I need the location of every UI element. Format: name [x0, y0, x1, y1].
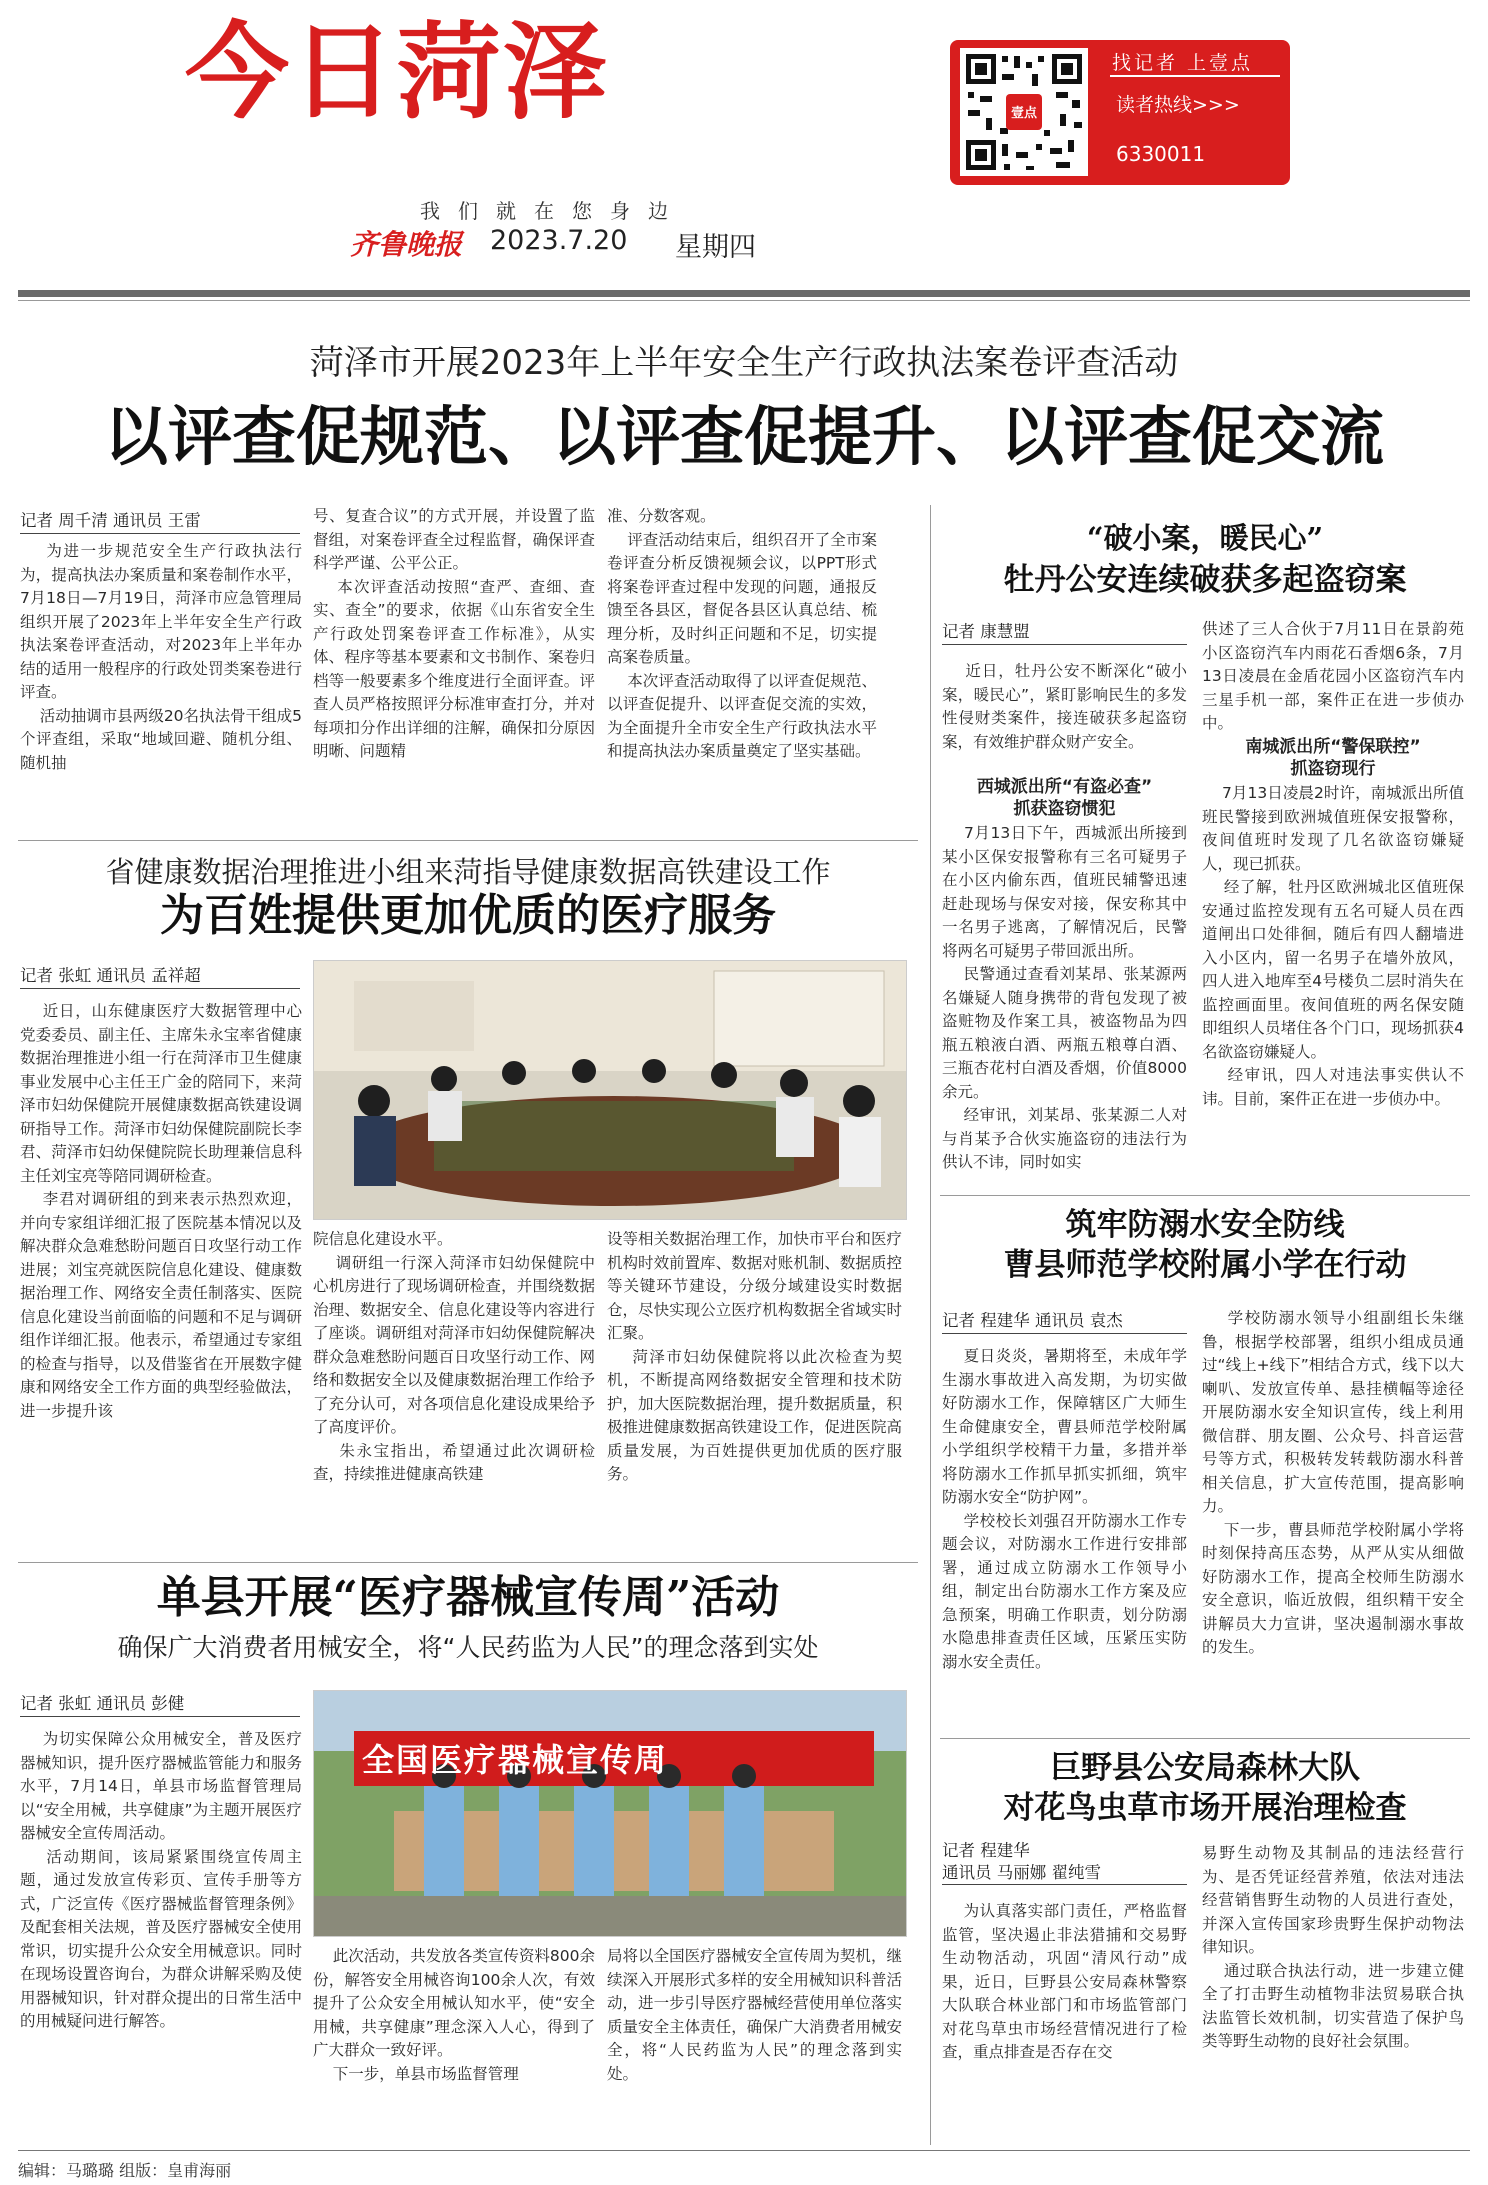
device-deck: 确保广大消费者用械安全，将“人民药监为人民”的理念落到实处 [117, 1633, 819, 1662]
issue-weekday: 星期四 [675, 232, 756, 263]
footer-rule [18, 2150, 1470, 2151]
forest-byline-reporter: 记者 程建华 [942, 1841, 1030, 1860]
reader-hotline[interactable]: 6330011 [1116, 142, 1206, 166]
police-subhead-2: 南城派出所“警保联控” 抓盗窃现行 [1245, 737, 1421, 779]
photo-banner-text: 全国医疗器械宣传周 [362, 1741, 669, 1779]
lead-kicker: 菏泽市开展2023年上半年安全生产行政执法案卷评查活动 [309, 343, 1179, 383]
school-column-1: 夏日炎炎，暑期将至，未成年学生溺水事故进入高发期，为切实做好防溺水工作，保障辖区广大师生生命健康安全，曹县师范学校附属小学组织学校精干力量，多措并举将防溺水工作抓早抓实抓细，筑牢防溺水安全“防护网”。 学校校长刘强召开防溺水工作专题会议，对防溺水工作进行安排部署，通过成立防溺水工作领导小组，制定出台防溺水工作方案及应急预案，明确工作职责，划分防溺水隐患排查责任区域，压紧压实防溺水安全责任。 [942, 1347, 1187, 1671]
school-headline-2: 曹县师范学校附属小学在行动 [1003, 1247, 1407, 1283]
editor-credit: 编辑：马璐璐 组版：皇甫海丽 [18, 2161, 232, 2180]
promo-line-2: 读者热线>>> [1116, 94, 1240, 116]
section-divider-4 [940, 1738, 1470, 1739]
qr-badge-label: 壹点 [1010, 106, 1037, 121]
column-divider [930, 505, 931, 2145]
qr-code-icon[interactable] [960, 48, 1088, 176]
lead-byline: 记者 周千清 通讯员 王雷 [20, 507, 300, 534]
health-kicker: 省健康数据治理推进小组来菏指导健康数据高铁建设工作 [105, 855, 831, 889]
masthead-rule [18, 290, 1470, 297]
police-byline: 记者 康慧盟 [942, 618, 1187, 645]
police-kicker: “破小案，暖民心” [1086, 521, 1324, 555]
police-headline: 牡丹公安连续破获多起盗窃案 [1003, 562, 1407, 598]
lead-headline: 以评查促规范、以评查促提升、以评查促交流 [104, 400, 1384, 475]
health-column-1: 近日，山东健康医疗大数据管理中心党委委员、副主任、主席朱永宝率省健康数据治理推进小组一行在菏泽市卫生健康事业发展中心主任王广金的陪同下，来菏泽市妇幼保健院开展健康数据高铁建设调研指导工作。菏泽市妇幼保健院副院长李君、菏泽市妇幼保健院院长助理兼信息科主任刘宝亮等陪同调研检查。 李君对调研组的到来表示热烈欢迎，并向专家组详细汇报了医院基本情况以及解决群众急难愁盼问题百日攻坚行动工作进展；刘宝亮就医院信息化建设、健康数据治理工作、网络安全责任制落实、医院信息化建设当前面临的问题和不足与调研组作详细汇报。他表示，希望通过专家组的检查与指导，以及借鉴省在开展数字健康和网络安全工作方面的典型经验做法，进一步提升该 [20, 1002, 302, 1420]
promo-divider [1110, 75, 1280, 77]
police-column-2b: 7月13日凌晨2时许，南城派出所值班民警接到欧洲城值班保安报警称，夜间值班时发现了几名欲盗窃嫌疑人，现已抓获。 经了解，牡丹区欧洲城北区值班保安通过监控发现有五名可疑人员在西道闸出口处徘徊，随后有四人翻墙进入小区内，留一名男子在墙外放风，四人进入地库至4号楼负二层时消失在监控画面里。夜间值班的两名保安随即组织人员堵住各个门口，现场抓获4名欲盗窃嫌疑人。 经审讯，四人对违法事实供认不讳。目前，案件正在进一步侦办中。 [1202, 784, 1464, 1108]
school-headline-1: 筑牢防溺水安全防线 [1065, 1207, 1345, 1243]
school-column-2: 学校防溺水领导小组副组长朱继鲁，根据学校部署，组织小组成员通过“线上+线下”相结合方式，线下以大喇叭、发放宣传单、悬挂横幅等途径开展防溺水安全知识宣传，线上利用微信群、朋友圈、公众号、抖音运营号等方式，积极转发转载防溺水科普相关信息，扩大宣传范围，提高影响力。 下一步，曹县师范学校附属小学将时刻保持高压态势，从严从实从细做好防溺水工作，提高全校师生防溺水安全意识，临近放假，组织精干安全讲解员大力宣讲，坚决遏制溺水事故的发生。 [1202, 1309, 1464, 1656]
forest-column-1: 为认真落实部门责任，严格监督监管，坚决遏止非法猎捕和交易野生动物活动，巩固“清风行动”成果，近日，巨野县公安局森林警察大队联合林业部门和市场监管部门对花鸟草虫市场经营情况进行了检查，重点排查是否存在交 [942, 1902, 1187, 2061]
police-column-1a: 近日，牡丹公安不断深化“破小案，暖民心”，紧盯影响民生的多发性侵财类案件，接连破获多起盗窃案，有效维护群众财产安全。 [942, 662, 1187, 751]
device-week-photo [313, 1690, 907, 1937]
police-column-2a: 供述了三人合伙于7月11日在景韵苑小区盗窃汽车内雨花石香烟6条，7月13日凌晨在金盾花园小区盗窃汽车内三星手机一部，案件正在进一步侦办中。 [1202, 620, 1464, 732]
forest-byline [942, 1840, 1187, 1885]
forest-column-2: 易野生动物及其制品的违法经营行为、是否凭证经营养殖，依法对违法经营销售野生动物的人员进行查处，并深入宣传国家珍贵野生保护动物法律知识。 通过联合执法行动，进一步建立健全了打击野生动植物非法贸易联合执法监管长效机制，切实营造了保护鸟类等野生动物的良好社会氛围。 [1202, 1844, 1464, 2050]
issue-date: 2023.7.20 [490, 225, 628, 256]
forest-headline-1: 巨野县公安局森林大队 [1050, 1750, 1360, 1786]
health-column-2: 院信息化建设水平。 调研组一行深入菏泽市妇幼保健院中心机房进行了现场调研检查，并围绕数据治理、数据安全、信息化建设等内容进行了座谈。调研组对菏泽市妇幼保健院解决群众急难愁盼问题百日攻坚行动工作、网络和数据安全以及健康数据治理工作给予了充分认可，对各项信息化建设成果给予了高度评价。 朱永宝指出，希望通过此次调研检查，持续推进健康高铁建 [313, 1230, 595, 1483]
device-column-1: 为切实保障公众用械安全，普及医疗器械知识，提升医疗器械监管能力和服务水平，7月14日，单县市场监督管理局以“安全用械，共享健康”为主题开展医疗器械安全宣传周活动。 活动期间，该局紧紧围绕宣传周主题，通过发放宣传彩页、宣传手册等方式，广泛宣传《医疗器械监督管理条例》及配套相关法规，普及医疗器械安全使用常识，切实提升公众安全用械意识。同时在现场设置咨询台，为群众讲解采购及使用器械知识，针对群众提出的日常生活中的用械疑问进行解答。 [20, 1730, 302, 2030]
newspaper-brand: 齐鲁晚报 [350, 228, 463, 261]
device-byline: 记者 张虹 通讯员 彭健 [20, 1690, 300, 1717]
device-column-2: 此次活动，共发放各类宣传资料800余份，解答安全用械咨询100余人次，有效提升了公众安全用械认知水平，使“安全用械，共享健康”理念深入人心，得到了广大群众一致好评。 下一步，单县市场监督管理 [313, 1947, 595, 2083]
lead-column-3: 准、分数客观。 评查活动结束后，组织召开了全市案卷评查分析反馈视频会议，以PPT形式将案卷评查过程中发现的问题，通报反馈至各县区，督促各县区认真总结、梳理分析，及时纠正问题和不足，切实提高案卷质量。 本次评查活动取得了以评查促规范、以评查促提升、以评查促交流的实效，为全面提升全市安全生产行政执法水平和提高执法办案质量奠定了坚实基础。 [607, 507, 877, 760]
device-column-3: 局将以全国医疗器械安全宣传周为契机，继续深入开展形式多样的安全用械知识科普活动，进一步引导医疗器械经营使用单位落实质量安全主体责任，确保广大消费者用械安全，将“人民药监为人民”的理念落到实处。 [607, 1947, 902, 2083]
promo-line-1: 找记者 上壹点 [1112, 52, 1254, 74]
masthead-title: 今日菏泽 [185, 11, 610, 133]
masthead-thin-rule [18, 300, 1470, 301]
section-divider-3 [940, 1195, 1470, 1196]
police-subhead-1: 西城派出所“有盗必查” 抓获盗窃惯犯 [976, 777, 1153, 819]
lead-column-1: 为进一步规范安全生产行政执法行为，提高执法办案质量和案卷制作水平，7月18日—7月19日，菏泽市应急管理局组织开展了2023年上半年安全生产行政执法案卷评查活动，对2023年上半年办结的适用一般程序的行政处罚类案卷进行评查。 活动抽调市县两级20名执法骨干组成5个评查组，采取“地域回避、随机分组、随机抽 [20, 542, 302, 772]
device-headline: 单县开展“医疗器械宣传周”活动 [156, 1572, 780, 1623]
section-divider-1 [18, 840, 918, 841]
section-divider-2 [18, 1562, 918, 1563]
health-headline: 为百姓提供更加优质的医疗服务 [160, 890, 776, 941]
police-column-1b: 7月13日下午，西城派出所接到某小区保安报警称有三名可疑男子在小区内偷东西，值班民辅警迅速赶赴现场与保安对接，保安称其中一名男子逃离，了解情况后，民警将两名可疑男子带回派出所。 民警通过查看刘某昂、张某源两名嫌疑人随身携带的背包发现了被盗赃物及作案工具，被盗物品为四瓶五粮液白酒、两瓶五粮尊白酒、三瓶杏花村白酒及香烟，价值8000余元。 经审讯，刘某昂、张某源二人对与肖某予合伙实施盗窃的违法行为供认不讳，同时如实 [942, 824, 1187, 1171]
masthead-slogan: 我们就在您身边 [420, 199, 686, 223]
school-byline: 记者 程建华 通讯员 袁杰 [942, 1307, 1187, 1334]
meeting-photo [313, 960, 907, 1220]
health-byline: 记者 张虹 通讯员 孟祥超 [20, 962, 300, 989]
forest-headline-2: 对花鸟虫草市场开展治理检查 [1003, 1790, 1407, 1826]
device-week-photo-graphic [314, 1691, 906, 1936]
forest-byline-correspondents: 通讯员 马丽娜 翟纯雪 [942, 1862, 1187, 1885]
lead-column-2: 号、复查合议”的方式开展，并设置了监督组，对案卷评查全过程监督，确保评查科学严谨、公平公正。 本次评查活动按照“查严、查细、查实、查全”的要求，依据《山东省安全生产行政处罚案卷评查工作标准》，从实体、程序等基本要素和文书制作、案卷归档等一般要素多个维度进行全面评查。评查人员严格按照评分标准审查打分，并对每项扣分作出详细的注解，确保扣分原因明晰、问题精 [313, 507, 595, 760]
health-column-3: 设等相关数据治理工作，加快市平台和医疗机构时效前置库、数据对账机制、数据质控等关键环节建设，分级分域建设实时数据仓，尽快实现公立医疗机构数据全省域实时汇聚。 菏泽市妇幼保健院将以此次检查为契机，不断提高网络数据安全管理和技术防护，加大医院数据治理，提升数据质量，积极推进健康数据高铁建设工作，促进医院高质量发展，为百姓提供更加优质的医疗服务。 [607, 1230, 902, 1483]
meeting-photo-graphic [314, 961, 906, 1219]
